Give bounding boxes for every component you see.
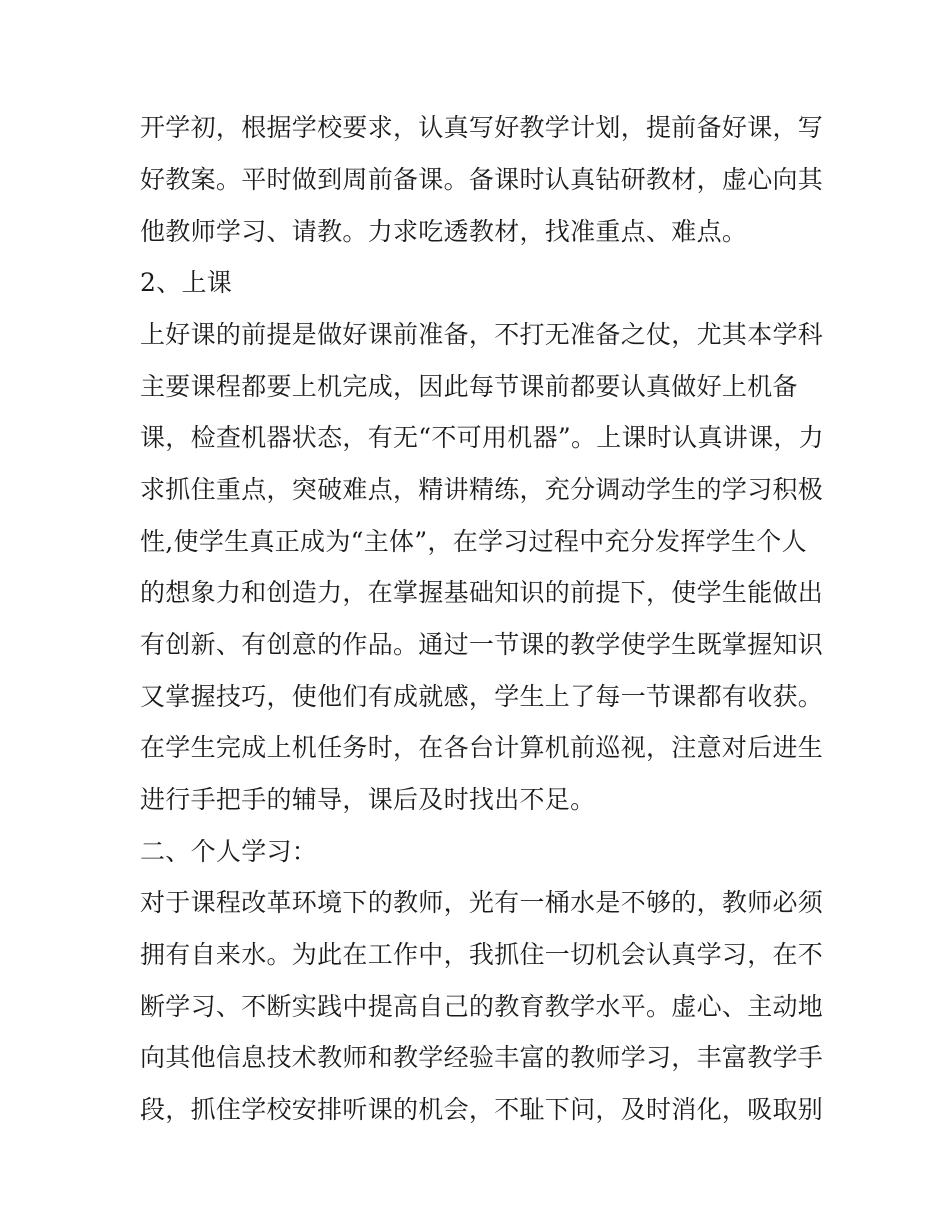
- text-line-3: 他教师学习、请教。力求吃透教材，找准重点、难点。: [140, 217, 748, 246]
- text-line-2: 好教案。平时做到周前备课。备课时认真钻研教材，虚心向其: [140, 165, 824, 194]
- section-heading-lecture: 2、上课: [140, 268, 233, 297]
- text-line-8: 求抓住重点，突破难点，精讲精练，充分调动学生的学习积极: [140, 475, 824, 504]
- text-line-7: 课，检查机器状态，有无“不可用机器”。上课时认真讲课，力: [140, 423, 824, 452]
- text-line-13: 在学生完成上机任务时，在各台计算机前巡视，注意对后进生: [140, 733, 824, 762]
- text-line-16: 对于课程改革环境下的教师，光有一桶水是不够的，教师必须: [140, 888, 824, 917]
- text-line-10: 的想象力和创造力，在掌握基础知识的前提下，使学生能做出: [140, 578, 824, 607]
- text-line-20: 段，抓住学校安排听课的机会，不耻下问，及时消化，吸取别: [140, 1095, 824, 1124]
- section-heading-personal-study: 二、个人学习：: [140, 837, 318, 866]
- text-line-18: 断学习、不断实践中提高自己的教育教学水平。虚心、主动地: [140, 992, 824, 1021]
- text-line-11: 有创新、有创意的作品。通过一节课的教学使学生既掌握知识: [140, 630, 824, 659]
- text-line-5: 上好课的前提是做好课前准备，不打无准备之仗，尤其本学科: [140, 320, 824, 349]
- text-line-9: 性,使学生真正成为“主体”，在学习过程中充分发挥学生个人: [140, 527, 807, 556]
- text-line-14: 进行手把手的辅导，课后及时找出不足。: [140, 785, 596, 814]
- text-line-1: 开学初，根据学校要求，认真写好教学计划，提前备好课，写: [140, 113, 824, 142]
- text-line-6: 主要课程都要上机完成，因此每节课前都要认真做好上机备: [140, 372, 798, 401]
- text-line-19: 向其他信息技术教师和教学经验丰富的教师学习，丰富教学手: [140, 1043, 824, 1072]
- text-line-12: 又掌握技巧，使他们有成就感，学生上了每一节课都有收获。: [140, 682, 824, 711]
- text-line-17: 拥有自来水。为此在工作中，我抓住一切机会认真学习，在不: [140, 940, 824, 969]
